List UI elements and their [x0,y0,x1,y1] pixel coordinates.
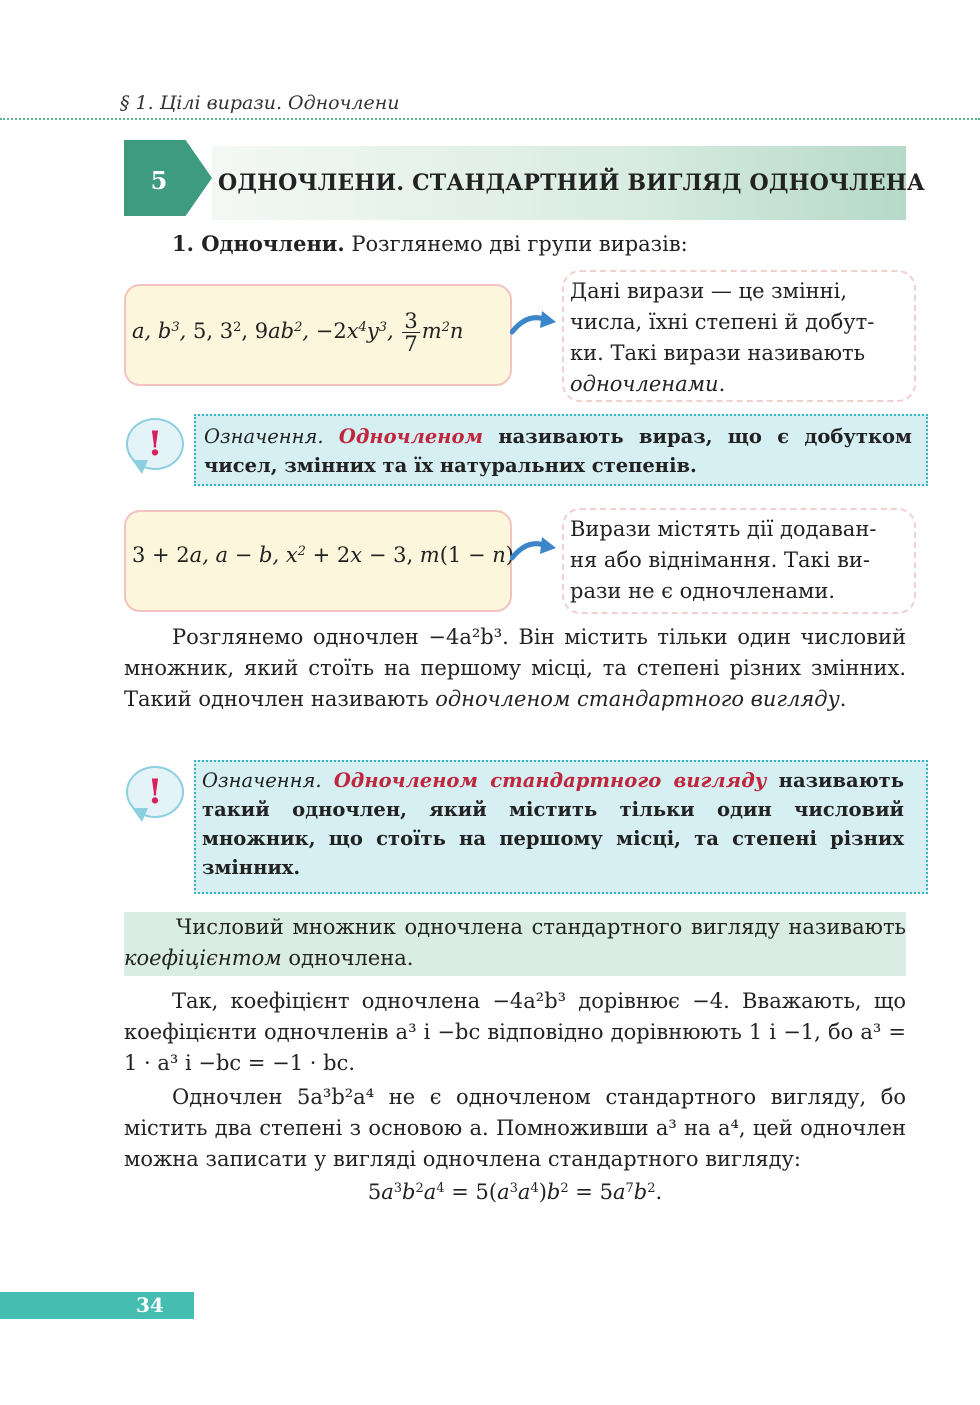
exclamation-icon: ! [126,766,184,818]
arrow-icon [510,308,558,338]
intro-text: Розглянемо дві групи виразів: [344,232,688,256]
paragraph-standard-form [124,622,906,715]
speech-tail-icon [132,460,148,474]
header-divider [0,118,980,120]
rule-term: коефіцієнтом [124,946,282,970]
non-monomial-note-line: рази не є одночленами. [570,579,836,603]
definition-body: називають такий одночлен, який містить тільки один числовий множник, що стоїть на першому місці, та степені різних змінних. [202,769,904,879]
non-monomial-note-line: Вирази містять дії додаван- [570,517,877,541]
running-header: § 1. Цілі вирази. Одночлени [120,92,400,114]
monomial-note-line: ки. Такі вирази називають [570,341,866,365]
non-monomial-note-line: ня або віднімання. Такі ви- [570,548,870,572]
intro-lead: 1. Одночлени. [172,231,345,256]
speech-tail-icon [132,808,148,822]
monomial-note [570,276,908,400]
intro-line [172,228,688,260]
monomial-note-line: числа, їхні степені й добут- [570,310,875,334]
page-number: 34 [136,1293,164,1317]
section-title: ОДНОЧЛЕНИ. СТАНДАРТНИЙ ВИГЛЯД ОДНОЧЛЕНА [218,170,926,196]
monomial-note-end: . [718,372,726,396]
section-number: 5 [150,166,168,195]
paragraph-end: . [839,687,847,711]
paragraph-text: Розглянемо одночлен −4a²b³. Він містить тільки один числовий множник, який стоїть на першому місці, та степені різних змінних. Такий одночлен називають [124,625,906,711]
paragraph-non-standard: Одночлен 5a³b²a⁴ не є одночленом стандартного вигляду, бо містить два степені з основою a. Помноживши a³ на a⁴, цей одночлен можна записати у вигляді одночлена стандартного вигляду: [124,1085,906,1171]
definition-body: називають вираз, що є добутком чисел, змінних та їх натуральних степенів. [204,425,912,477]
rule-end: одночлена. [281,946,414,970]
monomial-examples: a, $b^3$, 5, $3^2$, $9ab^2$, $-2x^4y^3$, $\frac{3}{7}$ $m^2n$ [132,309,464,356]
non-monomial-examples: 3 + 2a, a − b, $x^2 + 2x - 3$, m(1 − n) [132,543,514,567]
exclamation-icon: ! [126,418,184,470]
definition-lead: Означення. [204,425,324,448]
coefficient-rule [124,912,906,974]
rule-text: Числовий множник одночлена стандартного вигляду називають [176,915,906,939]
monomial-note-term: одночленами [570,372,719,396]
arrow-icon [510,534,558,564]
definition-term: Одночленом стандартного вигляду [333,769,767,792]
definition-monomial [204,422,912,480]
fraction-3-7: $\frac{3}{7}$ [404,309,418,356]
definition-term: Одночленом [338,425,484,448]
monomial-note-line: Дані вирази — це змінні, [570,279,848,303]
footer-bar [0,1292,194,1319]
definition-lead: Означення. [202,769,322,792]
standard-form-equation: $5a^3b^2a^4 = 5(a^3a^4)b^2 = 5a^7b^2$. [367,1180,663,1204]
paragraph-term: одночленом стандартного вигляду [435,687,840,711]
paragraph-coefficient: Так, коефіцієнт одночлена −4a²b³ дорівнює −4. Вважають, що коефіцієнти одночленів a³ і −bc відповідно дорівнюють 1 і −1, бо a³ = 1 · a³ і −bc = −1 · bc. [124,989,906,1075]
non-monomial-note [570,514,908,607]
definition-standard [202,766,904,882]
